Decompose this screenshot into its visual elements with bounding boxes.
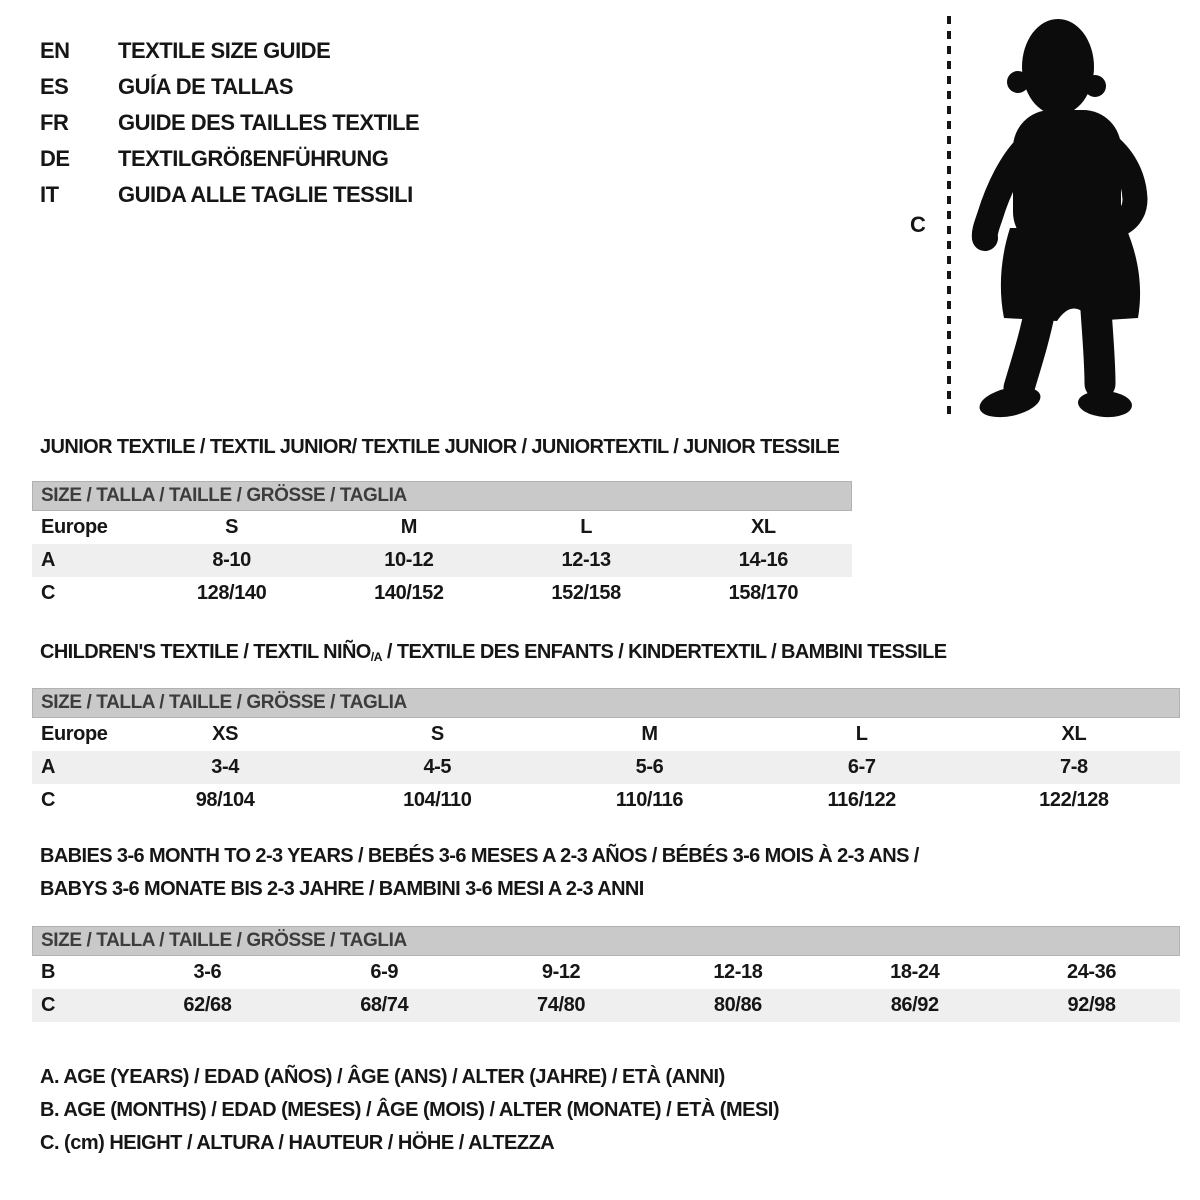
lang-code-it: IT [40, 182, 59, 207]
row-label: C [41, 789, 56, 811]
table-cell: 24-36 [1066, 961, 1117, 983]
table-row [32, 956, 1180, 989]
lang-code-en: EN [40, 38, 70, 63]
lang-row-de [40, 141, 419, 177]
children-size-header-bar [32, 688, 1180, 718]
table-cell: XL [750, 516, 776, 538]
toddler-silhouette-icon [958, 12, 1180, 420]
row-label: C [41, 582, 56, 604]
table-cell: 6-7 [847, 756, 876, 778]
language-title-list [40, 33, 419, 213]
silhouette-head [1022, 19, 1094, 115]
table-cell: 74/80 [537, 994, 586, 1016]
table-cell: L [580, 516, 593, 538]
table-cell: 140/152 [374, 582, 444, 604]
babies-section-title-line2: BABYS 3-6 MONATE BIS 2-3 JAHRE / BAMBINI 3-6 MESI A 2-3 ANNI [40, 878, 644, 900]
legend-line-a: A. AGE (YEARS) / EDAD (AÑOS) / ÂGE (ANS) / ALTER (JAHRE) / ETÀ (ANNI) [40, 1066, 725, 1088]
row-label: B [41, 961, 56, 983]
lang-title-fr: GUIDE DES TAILLES TEXTILE [118, 110, 420, 135]
row-label: A [41, 549, 56, 571]
lang-title-de: TEXTILGRÖßENFÜHRUNG [118, 146, 389, 171]
table-row [32, 784, 1180, 817]
table-cell: S [225, 516, 239, 538]
measurement-legend [40, 1061, 779, 1160]
junior-size-table [32, 481, 852, 610]
silhouette-leg-right [1096, 310, 1100, 384]
row-label: Europe [41, 516, 108, 538]
table-cell: 9-12 [541, 961, 581, 983]
table-cell: 8-10 [212, 549, 251, 571]
table-cell: 3-4 [211, 756, 239, 778]
silhouette-foot-right [1077, 389, 1133, 419]
table-cell: 86/92 [890, 994, 939, 1016]
babies-section-title-line1: BABIES 3-6 MONTH TO 2-3 YEARS / BEBÉS 3-6 MESES A 2-3 AÑOS / BÉBÉS 3-6 MOIS À 2-3 ANS / [40, 845, 919, 867]
table-cell: 10-12 [384, 549, 434, 571]
table-cell: L [855, 723, 868, 745]
row-label: C [41, 994, 56, 1016]
lang-code-fr: FR [40, 110, 69, 135]
babies-size-header-bar [32, 926, 1180, 956]
table-cell: 68/74 [360, 994, 409, 1016]
row-label: Europe [41, 723, 108, 745]
table-cell: 92/98 [1067, 994, 1116, 1016]
legend-line-c: C. (cm) HEIGHT / ALTURA / HAUTEUR / HÖHE / ALTEZZA [40, 1132, 555, 1154]
table-cell: 6-9 [370, 961, 399, 983]
height-dashed-line [947, 16, 951, 416]
table-cell: S [430, 723, 444, 745]
table-cell: 110/116 [615, 789, 684, 811]
table-cell: 104/110 [403, 789, 472, 811]
table-cell: 12-18 [713, 961, 763, 983]
lang-row-fr [40, 105, 419, 141]
lang-row-es [40, 69, 419, 105]
table-cell: 98/104 [195, 789, 255, 811]
table-cell: 152/158 [551, 582, 621, 604]
babies-size-header-label: SIZE / TALLA / TAILLE / GRÖSSE / TAGLIA [41, 930, 407, 951]
lang-row-it [40, 177, 419, 213]
children-title-subscript: /A [370, 650, 382, 665]
table-cell: M [400, 516, 417, 538]
table-row [32, 751, 1180, 784]
children-table-rows [32, 718, 1180, 817]
table-cell: 5-6 [635, 756, 664, 778]
lang-code-es: ES [40, 74, 69, 99]
children-section-title [40, 641, 946, 664]
table-cell: 128/140 [196, 582, 267, 604]
table-row [32, 577, 852, 610]
table-cell: XS [212, 723, 239, 745]
table-cell: 116/122 [827, 789, 896, 811]
junior-section-title: JUNIOR TEXTILE / TEXTIL JUNIOR/ TEXTILE JUNIOR / JUNIORTEXTIL / JUNIOR TESSILE [40, 436, 840, 458]
children-size-header-label: SIZE / TALLA / TAILLE / GRÖSSE / TAGLIA [41, 692, 407, 713]
lang-row-en [40, 33, 419, 69]
table-cell: 62/68 [183, 994, 232, 1016]
row-label: A [41, 756, 56, 778]
table-cell: XL [1061, 723, 1087, 745]
table-cell: 158/170 [728, 582, 799, 604]
lang-title-it: GUIDA ALLE TAGLIE TESSILI [118, 182, 413, 207]
table-cell: 80/86 [713, 994, 762, 1016]
table-cell: 18-24 [890, 961, 940, 983]
table-row [32, 718, 1180, 751]
height-c-label: C [910, 212, 926, 237]
lang-title-es: GUÍA DE TALLAS [118, 74, 294, 99]
table-row [32, 989, 1180, 1022]
table-cell: 3-6 [193, 961, 222, 983]
children-title-post: / TEXTILE DES ENFANTS / KINDERTEXTIL / BAMBINI TESSILE [381, 641, 947, 663]
table-cell: 4-5 [423, 756, 452, 778]
silhouette-shorts [1001, 228, 1140, 321]
table-cell: M [641, 723, 658, 745]
table-row [32, 544, 852, 577]
table-cell: 7-8 [1060, 756, 1088, 778]
lang-title-en: TEXTILE SIZE GUIDE [118, 38, 331, 63]
junior-size-header-label: SIZE / TALLA / TAILLE / GRÖSSE / TAGLIA [41, 485, 407, 506]
silhouette-leg-left [1019, 310, 1040, 388]
lang-code-de: DE [40, 146, 70, 171]
children-size-table [32, 688, 1180, 817]
table-cell: 14-16 [738, 549, 788, 571]
junior-size-header-bar [32, 481, 852, 511]
table-cell: 122/128 [1039, 789, 1109, 811]
babies-table-rows [32, 956, 1180, 1022]
legend-line-b: B. AGE (MONTHS) / EDAD (MESES) / ÂGE (MOIS) / ALTER (MONATE) / ETÀ (MESI) [40, 1099, 780, 1121]
junior-table-rows [32, 511, 852, 610]
children-title-pre: CHILDREN'S TEXTILE / TEXTIL NIÑO [40, 641, 371, 663]
table-row [32, 511, 852, 544]
babies-size-table [32, 926, 1180, 1022]
table-cell: 12-13 [561, 549, 611, 571]
